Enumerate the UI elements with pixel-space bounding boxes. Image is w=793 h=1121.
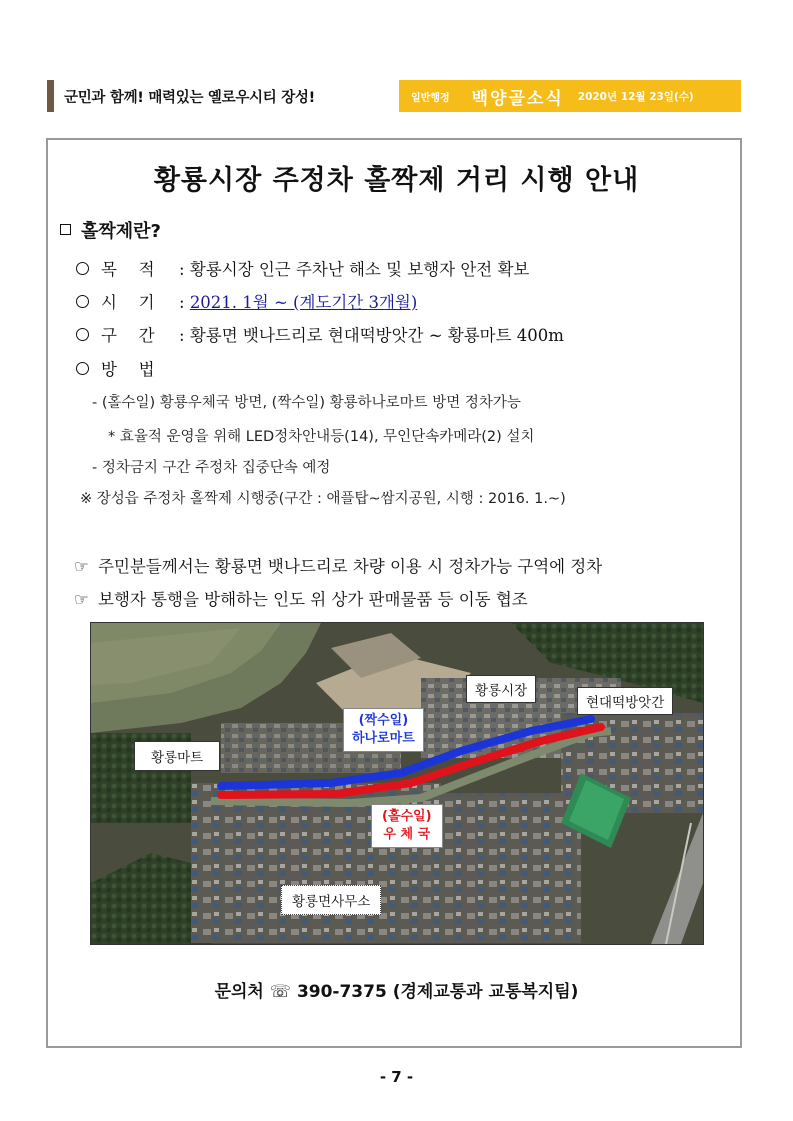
method-line-4: ※ 장성읍 주정차 홀짝제 시행중(구간 : 애플탑~쌈지공원, 시행 : 2016. 1.~) [80, 491, 566, 507]
even-day-text: (짝수일) [358, 713, 409, 728]
odd-day-place: 우 체 국 [383, 827, 431, 842]
method-line-2: * 효율적 운영을 위해 LED정차안내등(14), 무인단속카메라(2) 설치 [108, 429, 535, 445]
item-label: 구 간 [101, 326, 155, 345]
item-method [76, 356, 179, 380]
contact-info: 문의처 ☏ 390-7375 (경제교통과 교통복지팀) [214, 982, 579, 1002]
item-value: 황룡면 뱃나드리로 현대떡방앗간 ~ 황룡마트 400m [189, 326, 564, 345]
item-section [76, 322, 564, 346]
header-slogan: 군민과 함께! 매력있는 옐로우시티 장성! [64, 90, 315, 106]
item-sep: : [179, 326, 185, 345]
header-publication: 백양골소식 [471, 88, 564, 109]
item-value-link[interactable]: 2021. 1월 ~ (계도기간 3개월) [189, 293, 418, 312]
checkbox-bullet-icon [60, 224, 71, 235]
circle-bullet-icon [76, 362, 89, 375]
map-label-market: 황룡시장 [466, 675, 536, 703]
header-category: 일반행정 [411, 92, 450, 104]
header-banner [399, 80, 741, 112]
item-label: 방 법 [101, 360, 155, 379]
map-label-rice-mill: 현대떡방앗간 [577, 687, 673, 715]
notice-text: 보행자 통행을 방해하는 인도 위 상가 판매물품 등 이동 협조 [98, 590, 528, 609]
aerial-map-graphic [91, 623, 703, 944]
map-label-mart: 황룡마트 [134, 741, 220, 771]
header-date: 2020년 12월 23일(수) [577, 90, 694, 103]
section-heading-text: 홀짝제란? [81, 221, 161, 242]
method-line-1: - (홀수일) 황룡우체국 방면, (짝수일) 황룡하나로마트 방면 정차가능 [92, 395, 521, 411]
notice-1 [74, 553, 602, 577]
notice-2 [74, 586, 528, 610]
page-title: 황룡시장 주정차 홀짝제 거리 시행 안내 [153, 165, 640, 196]
even-day-place: 하나로마트 [352, 731, 415, 746]
item-period [76, 289, 417, 313]
aerial-map [90, 622, 704, 945]
map-label-office: 황룡면사무소 [281, 885, 381, 915]
circle-bullet-icon [76, 295, 89, 308]
circle-bullet-icon [76, 262, 89, 275]
item-sep: : [179, 260, 185, 279]
even-day-label [343, 708, 424, 752]
notice-text: 주민분들께서는 황룡면 뱃나드리로 차량 이용 시 정차가능 구역에 정차 [98, 557, 603, 576]
pointing-hand-icon: ☞ [74, 557, 89, 576]
item-value: 황룡시장 인근 주차난 해소 및 보행자 안전 확보 [189, 260, 530, 279]
section-heading [60, 217, 161, 243]
method-line-3: - 정차금지 구간 주정차 집중단속 예정 [92, 460, 331, 476]
item-label: 목 적 [101, 260, 155, 279]
circle-bullet-icon [76, 328, 89, 341]
header-accent-bar [47, 80, 54, 112]
page-number: - 7 - [379, 1068, 414, 1086]
item-purpose [76, 256, 529, 280]
item-label: 시 기 [101, 293, 155, 312]
odd-day-label [371, 804, 443, 848]
pointing-hand-icon: ☞ [74, 590, 89, 609]
item-sep: : [179, 293, 185, 312]
odd-day-text: (홀수일) [382, 809, 432, 824]
